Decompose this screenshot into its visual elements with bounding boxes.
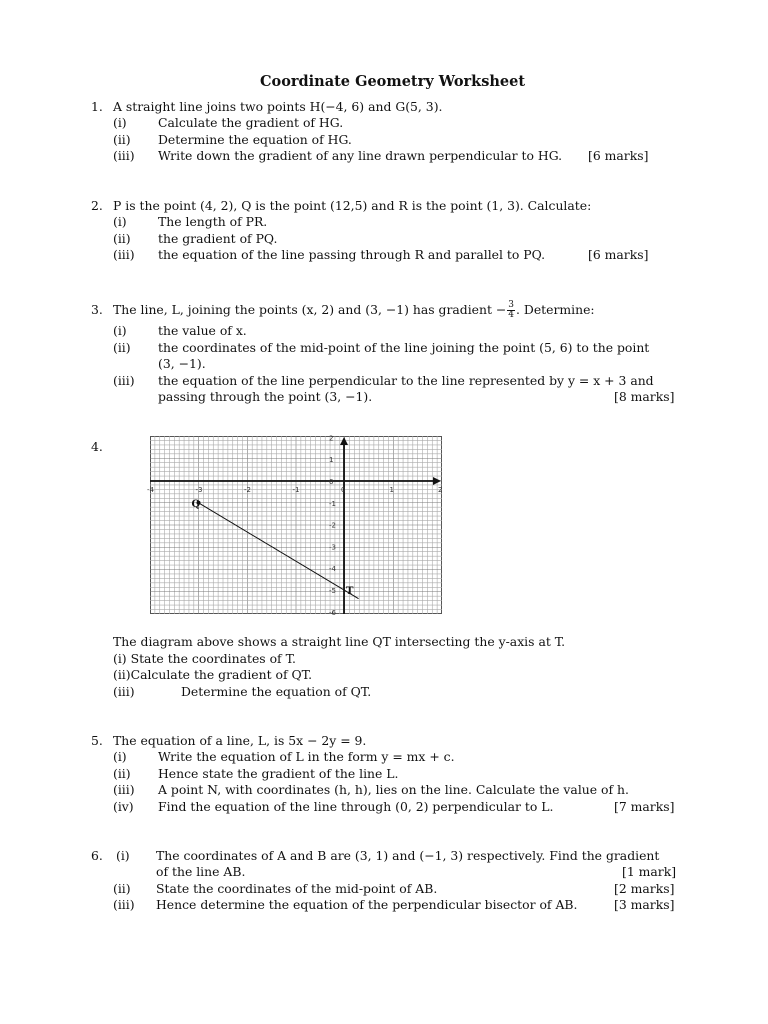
part-text: the coordinates of the mid-point of the line joining the point (5, 6) to the point — [158, 340, 650, 355]
x-tick-label: 2 — [438, 486, 443, 494]
marks: [8 marks] — [614, 389, 675, 404]
part-label: (iii) — [113, 247, 135, 262]
part-label: (iii) — [113, 897, 135, 912]
point-q-label: Q — [191, 498, 201, 510]
part-text: The length of PR. — [158, 214, 268, 229]
part-text: The coordinates of A and B are (3, 1) and (−1, 3) respectively. Find the gradient — [156, 848, 660, 863]
part-label: (i) — [116, 848, 130, 863]
y-tick-label: -5 — [329, 587, 336, 595]
question-stem: P is the point (4, 2), Q is the point (12,5) and R is the point (1, 3). Calculate: — [113, 198, 592, 213]
question-stem: A straight line joins two points H(−4, 6) and G(5, 3). — [113, 99, 443, 114]
x-tick-label: 0 — [341, 486, 346, 494]
part-label: (ii) — [113, 881, 131, 896]
part-label: (ii) — [113, 766, 131, 781]
part-text: Determine the equation of HG. — [158, 132, 352, 147]
part-label: (iii) — [113, 148, 135, 163]
fraction-numerator: 3 — [508, 300, 515, 310]
question-number: 1. — [91, 99, 103, 114]
marks: [1 mark] — [622, 864, 677, 879]
part-label: (iv) — [113, 799, 134, 814]
question-4-description: The diagram above shows a straight line QT intersecting the y-axis at T. — [113, 634, 566, 649]
part-text-cont: (3, −1). — [158, 356, 206, 371]
part-text: the value of x. — [158, 323, 247, 338]
worksheet-title: Coordinate Geometry Worksheet — [260, 73, 526, 90]
part-text: Find the equation of the line through (0, 2) perpendicular to L. — [158, 799, 554, 814]
x-tick-label: -4 — [147, 486, 154, 494]
part-label: (i) — [113, 749, 127, 764]
y-tick-label: -4 — [329, 565, 336, 574]
fraction — [507, 301, 515, 320]
x-tick-label: -1 — [292, 486, 300, 494]
part-text-cont: passing through the point (3, −1). — [158, 389, 373, 404]
part-text: Write down the gradient of any line drawn perpendicular to HG. — [158, 148, 563, 163]
part-text: the gradient of PQ. — [158, 231, 278, 246]
marks: [2 marks] — [614, 881, 675, 896]
y-tick-label: 2 — [329, 434, 334, 443]
part-text: Calculate the gradient of QT. — [130, 667, 313, 682]
part-label: (i) — [113, 323, 127, 338]
question-stem — [113, 296, 595, 324]
part-text: Calculate the gradient of HG. — [158, 115, 344, 130]
part-label: (iii) — [113, 782, 135, 797]
y-tick-label: 1 — [329, 456, 334, 465]
question-stem: The equation of a line, L, is 5x − 2y = 9. — [113, 733, 367, 748]
x-tick-label: -2 — [244, 486, 251, 494]
marks: [7 marks] — [614, 799, 675, 814]
part-text: A point N, with coordinates (h, h), lies on the line. Calculate the value of h. — [158, 782, 629, 797]
part-label: (ii) — [113, 132, 131, 147]
part-text: Determine the equation of QT. — [181, 684, 372, 699]
marks: [6 marks] — [588, 148, 649, 163]
grid — [150, 436, 442, 614]
y-tick-label: -2 — [329, 521, 336, 530]
question-number: 2. — [91, 198, 103, 213]
part-label: (ii) — [113, 340, 131, 355]
x-tick-label: 1 — [389, 486, 394, 494]
question-4-part-i — [113, 651, 296, 667]
part-text: the equation of the line passing through R and parallel to PQ. — [158, 247, 546, 262]
part-label: (iii) — [113, 373, 135, 388]
part-text: State the coordinates of the mid-point of AB. — [156, 881, 438, 896]
question-4-part-ii — [113, 667, 312, 683]
stem-text-b: . Determine: — [516, 302, 595, 317]
stem-text-a: The line, L, joining the points (x, 2) and (3, −1) has gradient − — [113, 302, 507, 317]
part-text: the equation of the line perpendicular to the line represented by y = x + 3 and — [158, 373, 654, 388]
y-tick-label: -6 — [329, 608, 336, 617]
part-text: Hence determine the equation of the perpendicular bisector of AB. — [156, 897, 578, 912]
part-label: (ii) — [113, 231, 131, 246]
part-text: Hence state the gradient of the line L. — [158, 766, 399, 781]
question-number: 4. — [91, 439, 103, 454]
part-label: (iii) — [113, 684, 135, 699]
part-label: (i) — [113, 651, 127, 666]
x-tick-label: -3 — [195, 486, 203, 494]
y-tick-label: -3 — [329, 543, 336, 552]
part-text-cont: of the line AB. — [156, 864, 246, 879]
part-text: Write the equation of L in the form y = mx + c. — [158, 749, 455, 764]
part-label: (i) — [113, 115, 127, 130]
marks: [6 marks] — [588, 247, 649, 262]
question-number: 5. — [91, 733, 103, 748]
part-label: (i) — [113, 214, 127, 229]
part-text: State the coordinates of T. — [130, 651, 296, 666]
part-label: (ii) — [113, 667, 131, 682]
y-tick-label: -1 — [329, 499, 336, 508]
fraction-denominator: 4 — [508, 310, 515, 320]
coordinate-graph — [147, 434, 443, 617]
marks: [3 marks] — [614, 897, 675, 912]
y-tick-label: 0 — [329, 478, 334, 486]
point-t-label: T — [346, 586, 354, 597]
question-number: 6. — [91, 848, 103, 863]
question-number: 3. — [91, 302, 103, 317]
